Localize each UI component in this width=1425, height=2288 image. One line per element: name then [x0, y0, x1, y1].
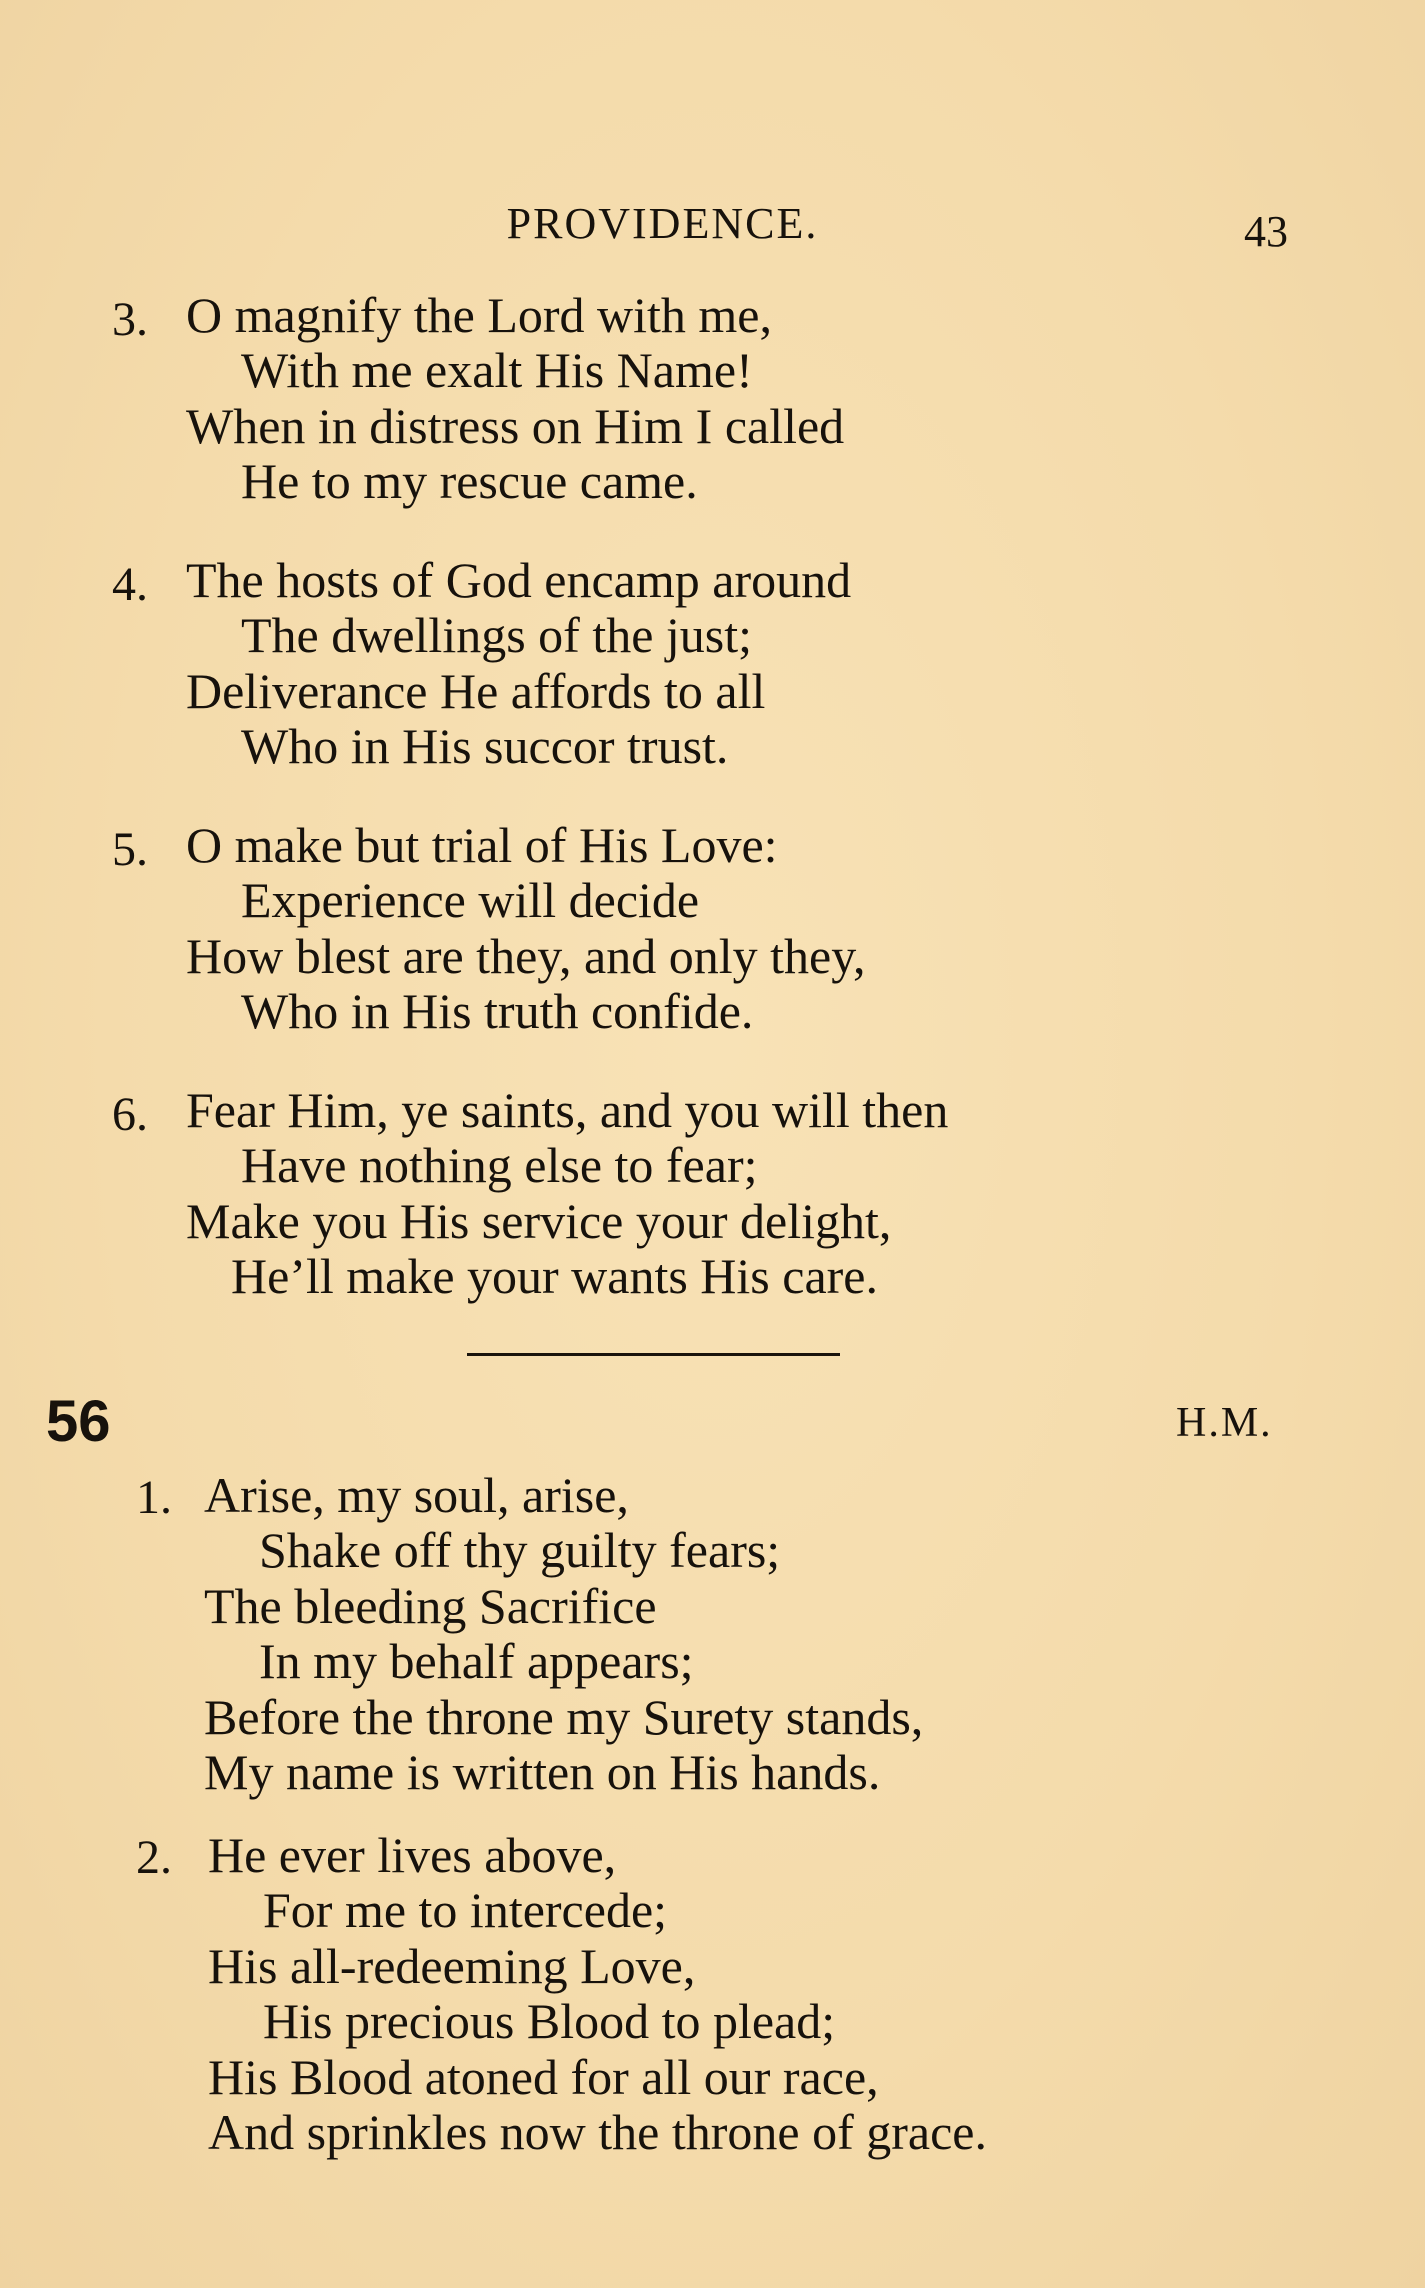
verse-line: Fear Him, ye saints, and you will then — [186, 1082, 949, 1138]
verse-number: 3. — [112, 293, 148, 346]
verse-line: And sprinkles now the throne of grace. — [208, 2104, 987, 2160]
section-divider — [467, 1353, 840, 1356]
page-number: 43 — [1244, 207, 1288, 256]
page-header-title: PROVIDENCE. — [506, 199, 819, 248]
verse-line: With me exalt His Name! — [241, 342, 753, 398]
verse-line: My name is written on His hands. — [204, 1744, 881, 1800]
verse-line: O magnify the Lord with me, — [186, 287, 772, 343]
verse-number: 6. — [112, 1088, 148, 1141]
verse-number: 5. — [112, 823, 148, 876]
verse-line: For me to intercede; — [263, 1882, 668, 1938]
verse-line: When in distress on Him I called — [186, 398, 845, 454]
verse-line: Before the throne my Surety stands, — [204, 1689, 924, 1745]
hymn-number: 56 — [46, 1389, 111, 1454]
verse-line: He’ll make your wants His care. — [231, 1248, 878, 1304]
verse-number: 4. — [112, 558, 148, 611]
verse-number: 1. — [136, 1471, 172, 1524]
verse-line: He ever lives above, — [208, 1827, 617, 1883]
verse-line: Who in His truth confide. — [241, 983, 754, 1039]
verse-number: 2. — [136, 1831, 172, 1884]
verse-line: Arise, my soul, arise, — [204, 1467, 629, 1523]
verse-line: Have nothing else to fear; — [241, 1137, 758, 1193]
verse-line: Deliverance He affords to all — [186, 663, 766, 719]
verse-line: The dwellings of the just; — [241, 607, 753, 663]
hymn-meter: H.M. — [1176, 1400, 1273, 1446]
verse-line: Experience will decide — [241, 872, 700, 928]
verse-line: Make you His service your delight, — [186, 1193, 892, 1249]
verse-line: His precious Blood to plead; — [263, 1993, 836, 2049]
verse-line: His all-redeeming Love, — [208, 1938, 696, 1994]
verse-line: He to my rescue came. — [241, 453, 698, 509]
verse-line: How blest are they, and only they, — [186, 928, 866, 984]
verse-line: The hosts of God encamp around — [186, 552, 852, 608]
verse-line: Who in His succor trust. — [241, 718, 729, 774]
verse-line: His Blood atoned for all our race, — [208, 2049, 879, 2105]
verse-line: In my behalf appears; — [259, 1633, 694, 1689]
verse-line: Shake off thy guilty fears; — [259, 1522, 781, 1578]
verse-line: The bleeding Sacrifice — [204, 1578, 657, 1634]
verse-line: O make but trial of His Love: — [186, 817, 778, 873]
